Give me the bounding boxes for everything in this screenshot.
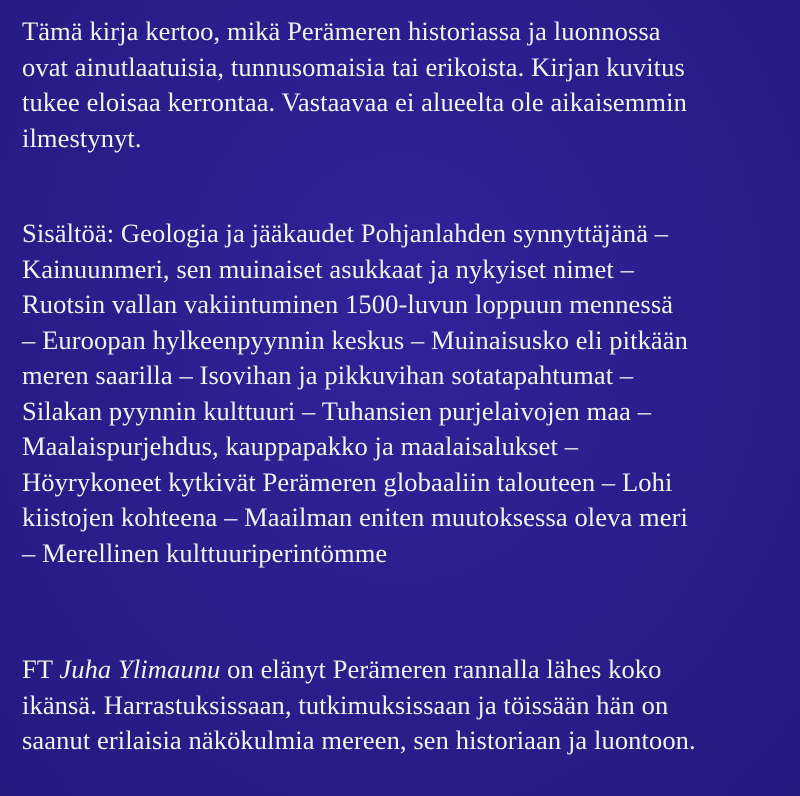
contents-line: meren saarilla – Isovihan ja pikkuvihan sotatapahtumat –: [22, 360, 634, 390]
author-paragraph: [22, 652, 696, 759]
author-name: Juha Ylimaunu: [59, 654, 221, 684]
contents-line: Sisältöä: Geologia ja jääkaudet Pohjanlahden synnyttäjänä –: [22, 218, 669, 248]
intro-line: ovat ainutlaatuisia, tunnusomaisia tai erikoista. Kirjan kuvitus: [22, 51, 685, 82]
author-line-rest: on elänyt Perämeren rannalla lähes koko: [220, 654, 662, 684]
contents-line: Silakan pyynnin kulttuuri – Tuhansien purjelaivojen maa –: [22, 395, 652, 426]
author-degree: FT: [22, 654, 60, 684]
intro-paragraph: [22, 14, 687, 156]
author-line: saanut erilaisia näkökulmia mereen, sen historiaan ja luontoon.: [22, 725, 696, 755]
contents-line: – Merellinen kulttuuriperintömme: [22, 537, 388, 568]
contents-paragraph: [22, 216, 688, 571]
contents-line: kiistojen kohteena – Maailman eniten muutoksessa oleva meri: [22, 502, 689, 532]
contents-line: – Euroopan hylkeenpyynnin keskus – Muinaisusko eli pitkään: [22, 324, 688, 355]
contents-line: Höyrykoneet kytkivät Perämeren globaaliin talouteen – Lohi: [22, 466, 673, 497]
intro-line: ilmestynyt.: [22, 122, 142, 153]
author-line: ikänsä. Harrastuksissaan, tutkimuksissaan ja töissään hän on: [22, 689, 669, 720]
intro-line: tukee eloisaa kerrontaa. Vastaavaa ei alueelta ole aikaisemmin: [22, 87, 687, 117]
contents-line: Kainuunmeri, sen muinaiset asukkaat ja nykyiset nimet –: [22, 253, 634, 284]
contents-line: Ruotsin vallan vakiintuminen 1500-luvun loppuun mennessä: [22, 289, 674, 319]
intro-line: Tämä kirja kertoo, mikä Perämeren historiassa ja luonnossa: [22, 16, 661, 46]
contents-line: Maalaispurjehdus, kauppapakko ja maalaisalukset –: [22, 431, 579, 461]
author-line: [22, 652, 696, 688]
